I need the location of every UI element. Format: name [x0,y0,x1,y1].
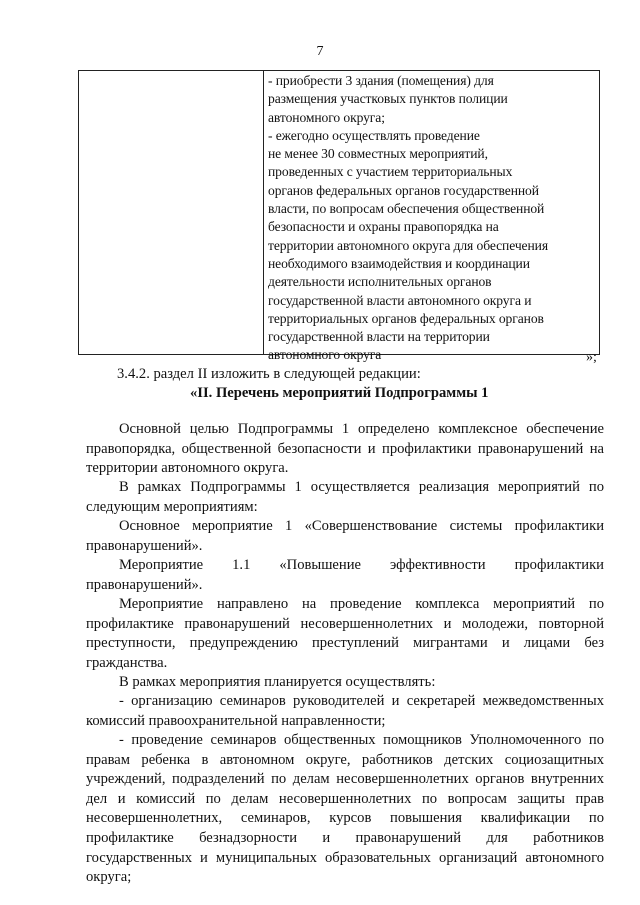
table-cell-line: территориальных органов федеральных органов [268,310,544,326]
paragraph-line: В рамках Подпрограммы 1 осуществляется реализация мероприятий по [119,479,604,495]
paragraph [86,595,604,673]
table-cell-line: государственной власти автономного округа и [268,292,532,308]
paragraph-line: учреждений, подразделений по делам несовершеннолетних органов внутренних [86,771,604,788]
table-cell-text [268,72,598,365]
paragraph-line: комиссий правоохранительной направленности; [86,712,386,729]
paragraph-line: несовершеннолетних, семинаров, курсов повышения квалификации по [86,810,604,827]
paragraph-line: дел и комиссий по делам несовершеннолетних по вопросам защиты прав [86,790,604,807]
table-right-border [599,71,600,354]
paragraph-line: профилактике безнадзорности и правонарушений для работников [86,829,604,846]
paragraph-line: Основное мероприятие 1 «Совершенствование системы профилактики [119,518,604,534]
paragraph-line: правам ребенка в автономном округе, работников детских социозащитных [86,751,604,768]
paragraph-line: преступности, предупреждению преступлений мигрантами и лицами без [86,635,604,652]
paragraph-line: территории автономного округа. [86,460,289,477]
paragraph [86,556,604,595]
paragraph [86,673,604,693]
table-left-border [78,71,79,354]
paragraph-line: Мероприятие 1.1 «Повышение эффективности профилактики [119,557,604,573]
table-cell-line: власти, по вопросам обеспечения общественной [268,201,545,217]
table-column-divider [263,71,264,354]
page-number: 7 [316,44,324,59]
subsection-line: 3.4.2. раздел II изложить в следующей редакции: [117,366,421,382]
closing-quote: »; [586,350,597,365]
paragraph [86,692,604,731]
table-cell-line: необходимого взаимодействия и координации [268,255,530,271]
paragraph-line: следующим мероприятиям: [86,498,258,515]
paragraph-line: правонарушений». [86,537,203,554]
paragraph-line: правопорядка, общественной безопасности и профилактики правонарушений на [86,440,604,457]
paragraph-line: гражданства. [86,654,168,671]
table-cell-line: органов федеральных органов государственной [268,182,539,198]
paragraph-line: Основной целью Подпрограммы 1 определено комплексное обеспечение [119,421,604,437]
paragraph-line: округа; [86,869,132,886]
table-cell-line: размещения участковых пунктов полиции [268,91,508,107]
paragraph-line: В рамках мероприятия планируется осуществлять: [119,674,436,690]
paragraph-line: государственных и муниципальных образовательных организаций автономного [86,849,604,866]
paragraph-line: - организацию семинаров руководителей и секретарей межведомственных [119,693,604,709]
table-fragment [78,70,600,363]
paragraph [86,517,604,556]
paragraph [86,420,604,479]
table-cell-line: территории автономного округа для обеспечения [268,237,548,253]
paragraph [86,478,604,517]
table-cell-line: автономного округа [268,347,382,363]
section-heading: «II. Перечень мероприятий Подпрограммы 1 [190,385,489,401]
table-cell-line: деятельности исполнительных органов [268,274,492,290]
table-cell-line: безопасности и охраны правопорядка на [268,219,499,235]
paragraph [86,731,604,888]
paragraph-line: - проведение семинаров общественных помощников Уполномоченного по [119,732,604,748]
table-cell-line: - приобрести 3 здания (помещения) для [268,73,494,88]
table-cell-line: автономного округа; [268,109,385,125]
table-cell-line: проведенных с участием территориальных [268,164,513,180]
table-cell-line: - ежегодно осуществлять проведение [268,127,480,143]
table-cell-line: не менее 30 совместных мероприятий, [268,146,488,162]
paragraph-line: Мероприятие направлено на проведение комплекса мероприятий по [119,596,604,612]
paragraph-line: профилактике правонарушений несовершеннолетних и молодежи, повторной [86,615,604,632]
table-cell-line: государственной власти на территории [268,329,490,345]
paragraph-line: правонарушений». [86,576,203,593]
